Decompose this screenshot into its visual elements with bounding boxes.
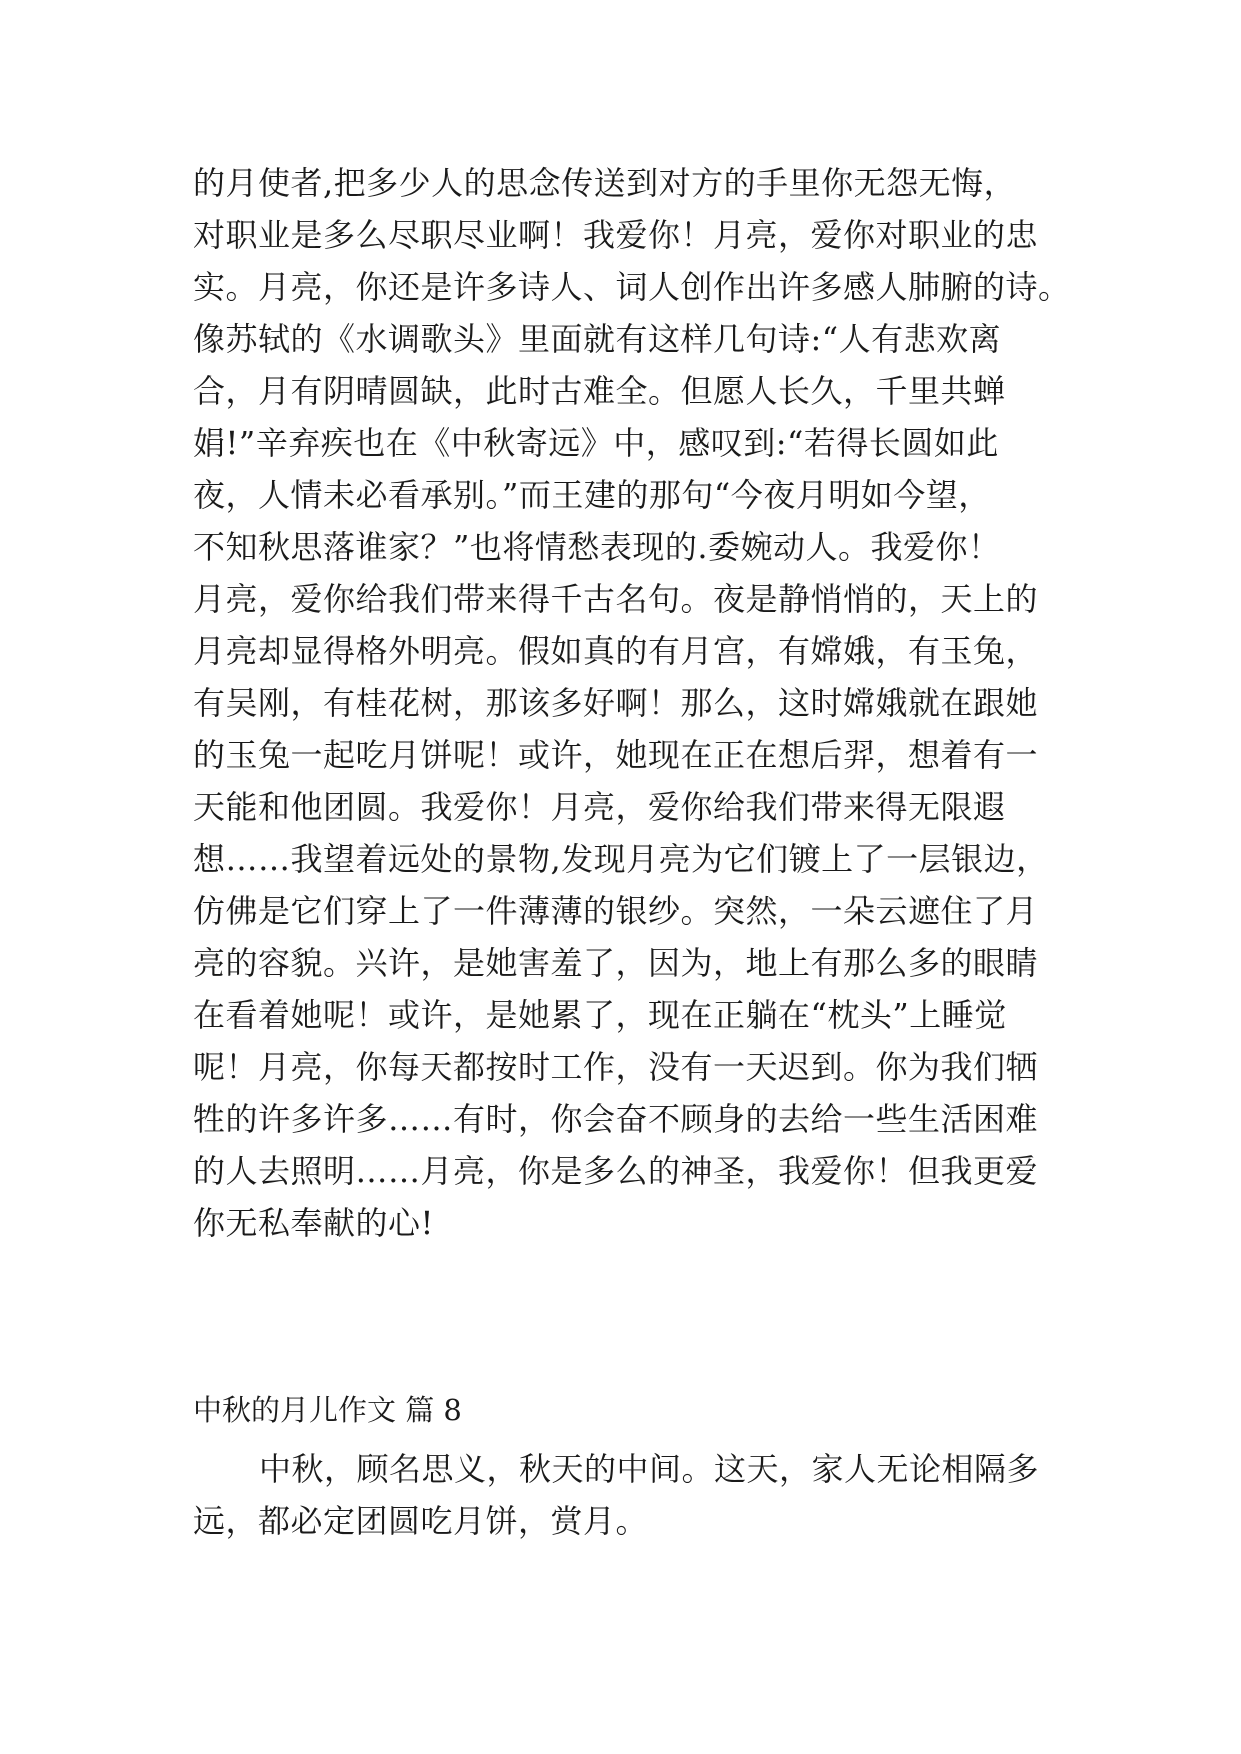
text-line: 不知秋思落谁家？”也将情愁表现的.委婉动人。我爱你！ [193, 528, 1001, 566]
text-line: 对职业是多么尽职尽业啊！我爱你！月亮，爱你对职业的忠 [193, 216, 1039, 254]
text-line: 有吴刚，有桂花树，那该多好啊！那么，这时嫦娥就在跟她 [193, 684, 1039, 722]
text-line: 仿佛是它们穿上了一件薄薄的银纱。突然，一朵云遮住了月 [193, 892, 1039, 930]
text-line: 的玉兔一起吃月饼呢！或许，她现在正在想后羿，想着有一 [193, 736, 1039, 774]
text-line: 像苏轼的《水调歌头》里面就有这样几句诗:“人有悲欢离 [193, 320, 1002, 358]
text-line: 远，都必定团圆吃月饼，赏月。 [193, 1502, 649, 1540]
text-line: 亮的容貌。兴许，是她害羞了，因为，地上有那么多的眼睛 [193, 944, 1039, 982]
text-line: 月亮却显得格外明亮。假如真的有月宫，有嫦娥，有玉兔， [193, 632, 1039, 670]
text-line: 呢！月亮，你每天都按时工作，没有一天迟到。你为我们牺 [193, 1048, 1039, 1086]
text-line: 合，月有阴晴圆缺，此时古难全。但愿人长久，千里共蝉 [193, 372, 1006, 410]
text-line: 天能和他团圆。我爱你！月亮，爱你给我们带来得无限遐 [193, 788, 1006, 826]
text-line: 想……我望着远处的景物,发现月亮为它们镀上了一层银边， [193, 840, 1049, 878]
text-line: 实。月亮，你还是许多诗人、词人创作出许多感人肺腑的诗。 [193, 268, 1071, 306]
text-line: 月亮，爱你给我们带来得千古名句。夜是静悄悄的，天上的 [193, 580, 1039, 618]
text-line: 的月使者,把多少人的思念传送到对方的手里你无怨无悔， [193, 164, 1017, 202]
essay-paragraph-2 [193, 1443, 1073, 1547]
text-line: 夜，人情未必看承别。”而王建的那句“今夜月明如今望， [193, 476, 991, 514]
text-line: 你无私奉献的心! [193, 1204, 434, 1242]
text-line: 在看着她呢！或许，是她累了，现在正躺在“枕头”上睡觉 [193, 996, 1007, 1034]
text-line: 牲的许多许多……有时，你会奋不顾身的去给一些生活困难 [193, 1100, 1039, 1138]
text-line: 娟!”辛弃疾也在《中秋寄远》中，感叹到:“若得长圆如此 [193, 424, 999, 462]
essay-paragraph-1 [193, 157, 1073, 1249]
section-heading: 中秋的月儿作文 篇 8 [193, 1393, 462, 1427]
text-line: 中秋，顾名思义，秋天的中间。这天，家人无论相隔多 [259, 1450, 1040, 1488]
text-line: 的人去照明……月亮，你是多么的神圣，我爱你！但我更爱 [193, 1152, 1039, 1190]
